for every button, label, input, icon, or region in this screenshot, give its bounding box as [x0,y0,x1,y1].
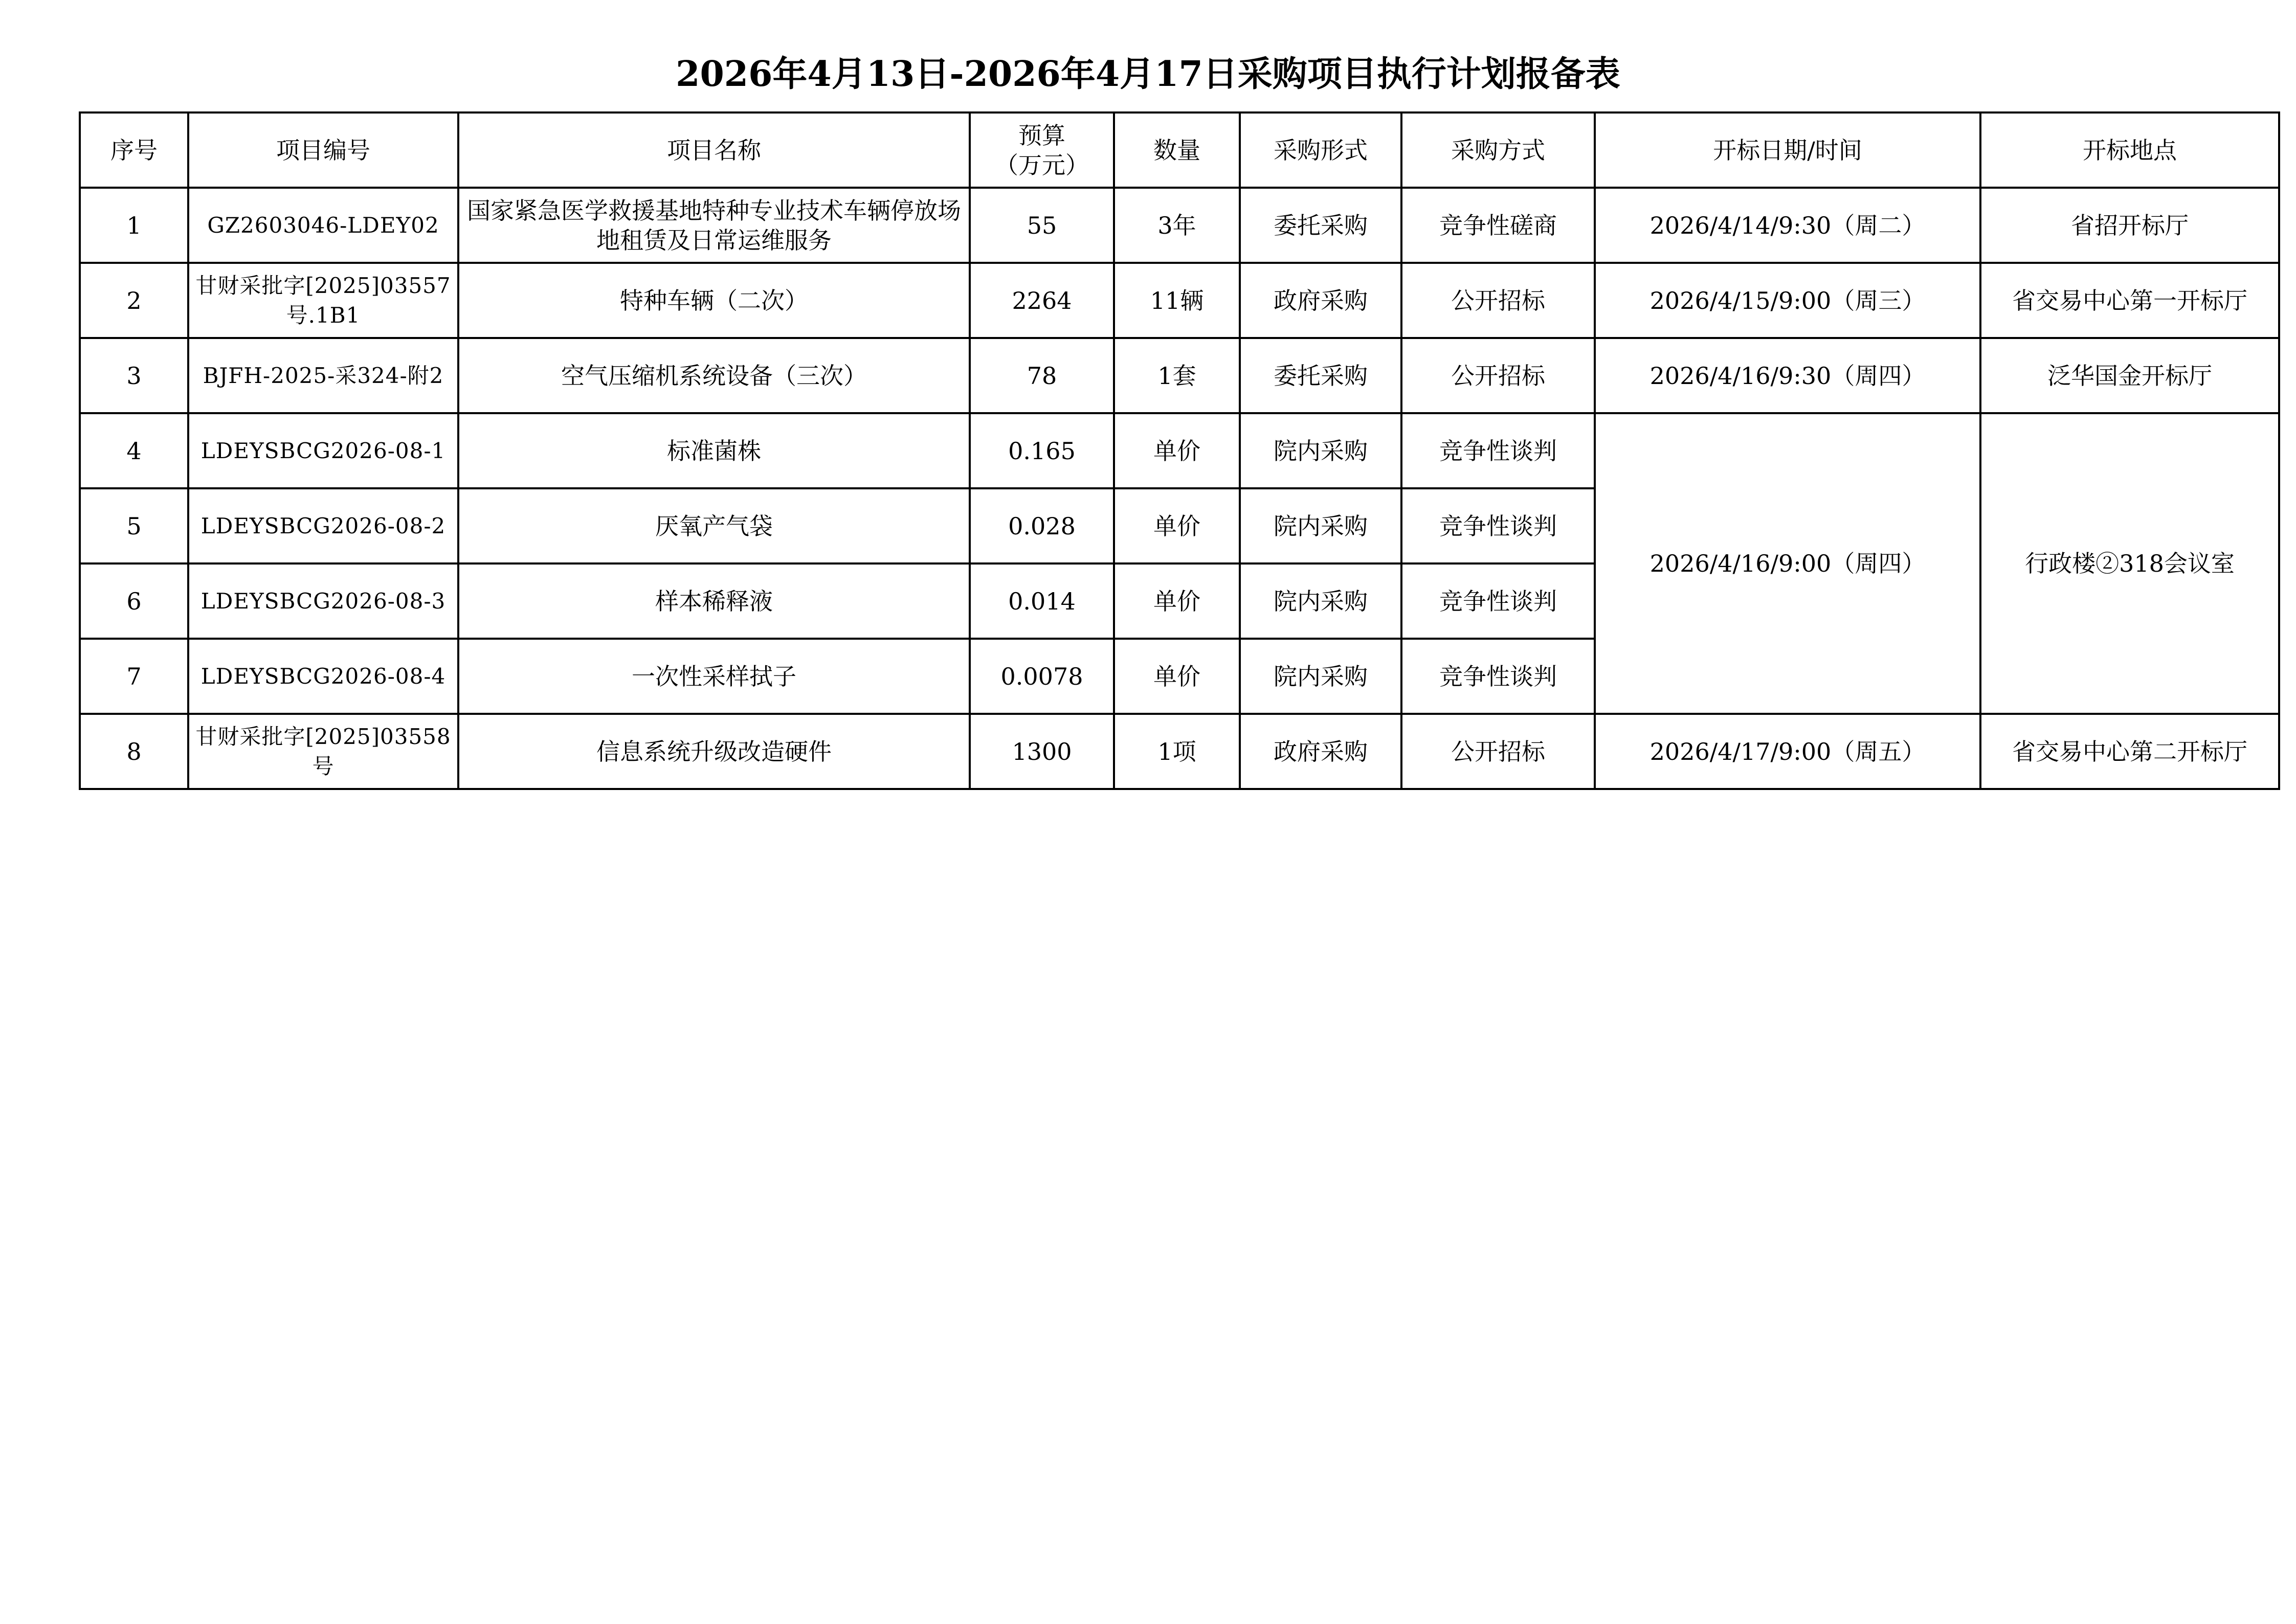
cell-seq: 2 [80,263,188,338]
cell-procurement-method: 竞争性谈判 [1401,563,1595,639]
cell-budget: 0.0078 [970,639,1114,714]
cell-procurement-method: 公开招标 [1401,338,1595,413]
cell-procurement-method: 竞争性谈判 [1401,639,1595,714]
header-seq: 序号 [80,112,188,188]
cell-project-name: 空气压缩机系统设备（三次） [458,338,970,413]
cell-bid-opening-date: 2026/4/17/9:00（周五） [1595,714,1980,789]
header-budget [970,112,1114,188]
cell-quantity: 11辆 [1114,263,1240,338]
cell-procurement-method: 竞争性磋商 [1401,188,1595,263]
cell-bid-opening-place: 省交易中心第二开标厅 [1980,714,2279,789]
cell-quantity: 1套 [1114,338,1240,413]
header-bid-opening-place: 开标地点 [1980,112,2279,188]
cell-bid-opening-date: 2026/4/16/9:30（周四） [1595,338,1980,413]
cell-procurement-method: 公开招标 [1401,714,1595,789]
header-budget-unit: （万元） [995,151,1089,179]
header-project-code: 项目编号 [188,112,458,188]
cell-budget: 0.028 [970,488,1114,563]
cell-project-code: LDEYSBCG2026-08-1 [188,413,458,488]
header-budget-label: 预算 [1018,121,1065,149]
cell-procurement-form: 政府采购 [1240,263,1401,338]
cell-bid-opening-place: 省招开标厅 [1980,188,2279,263]
cell-seq: 8 [80,714,188,789]
header-procurement-method: 采购方式 [1401,112,1595,188]
cell-procurement-form: 院内采购 [1240,563,1401,639]
cell-procurement-form: 政府采购 [1240,714,1401,789]
table-row [80,188,2279,263]
cell-project-name: 标准菌株 [458,413,970,488]
cell-budget: 55 [970,188,1114,263]
cell-procurement-method: 竞争性谈判 [1401,488,1595,563]
cell-quantity: 单价 [1114,488,1240,563]
cell-project-code: GZ2603046-LDEY02 [188,188,458,263]
cell-bid-opening-date-merged: 2026/4/16/9:00（周四） [1595,413,1980,714]
cell-seq: 1 [80,188,188,263]
header-project-name: 项目名称 [458,112,970,188]
cell-quantity: 3年 [1114,188,1240,263]
cell-seq: 7 [80,639,188,714]
table-row [80,338,2279,413]
cell-project-name: 信息系统升级改造硬件 [458,714,970,789]
cell-procurement-method: 公开招标 [1401,263,1595,338]
cell-procurement-form: 院内采购 [1240,639,1401,714]
cell-budget: 1300 [970,714,1114,789]
cell-project-code: 甘财采批字[2025]03557号.1B1 [188,263,458,338]
cell-bid-opening-date: 2026/4/15/9:00（周三） [1595,263,1980,338]
table-row [80,413,2279,488]
cell-project-name: 国家紧急医学救援基地特种专业技术车辆停放场地租赁及日常运维服务 [458,188,970,263]
cell-project-name: 样本稀释液 [458,563,970,639]
cell-quantity: 单价 [1114,413,1240,488]
cell-bid-opening-place-merged: 行政楼②318会议室 [1980,413,2279,714]
cell-project-name: 厌氧产气袋 [458,488,970,563]
cell-procurement-form: 委托采购 [1240,338,1401,413]
cell-seq: 5 [80,488,188,563]
table-row [80,714,2279,789]
cell-seq: 6 [80,563,188,639]
cell-project-code: BJFH-2025-采324-附2 [188,338,458,413]
cell-project-code: 甘财采批字[2025]03558号 [188,714,458,789]
cell-procurement-form: 院内采购 [1240,488,1401,563]
cell-quantity: 1项 [1114,714,1240,789]
cell-bid-opening-place: 泛华国金开标厅 [1980,338,2279,413]
cell-quantity: 单价 [1114,639,1240,714]
cell-budget: 2264 [970,263,1114,338]
procurement-plan-table [79,111,2280,790]
cell-seq: 4 [80,413,188,488]
cell-quantity: 单价 [1114,563,1240,639]
cell-budget: 78 [970,338,1114,413]
cell-project-code: LDEYSBCG2026-08-3 [188,563,458,639]
cell-seq: 3 [80,338,188,413]
cell-project-code: LDEYSBCG2026-08-2 [188,488,458,563]
cell-project-code: LDEYSBCG2026-08-4 [188,639,458,714]
cell-project-name: 一次性采样拭子 [458,639,970,714]
cell-procurement-form: 院内采购 [1240,413,1401,488]
header-procurement-form: 采购形式 [1240,112,1401,188]
page-title: 2026年4月13日-2026年4月17日采购项目执行计划报备表 [676,54,1620,95]
cell-budget: 0.165 [970,413,1114,488]
table-header-row [80,112,2279,188]
header-quantity: 数量 [1114,112,1240,188]
cell-budget: 0.014 [970,563,1114,639]
cell-procurement-method: 竞争性谈判 [1401,413,1595,488]
cell-procurement-form: 委托采购 [1240,188,1401,263]
table-row [80,263,2279,338]
cell-project-name: 特种车辆（二次） [458,263,970,338]
header-bid-opening-date: 开标日期/时间 [1595,112,1980,188]
cell-bid-opening-place: 省交易中心第一开标厅 [1980,263,2279,338]
cell-bid-opening-date: 2026/4/14/9:30（周二） [1595,188,1980,263]
